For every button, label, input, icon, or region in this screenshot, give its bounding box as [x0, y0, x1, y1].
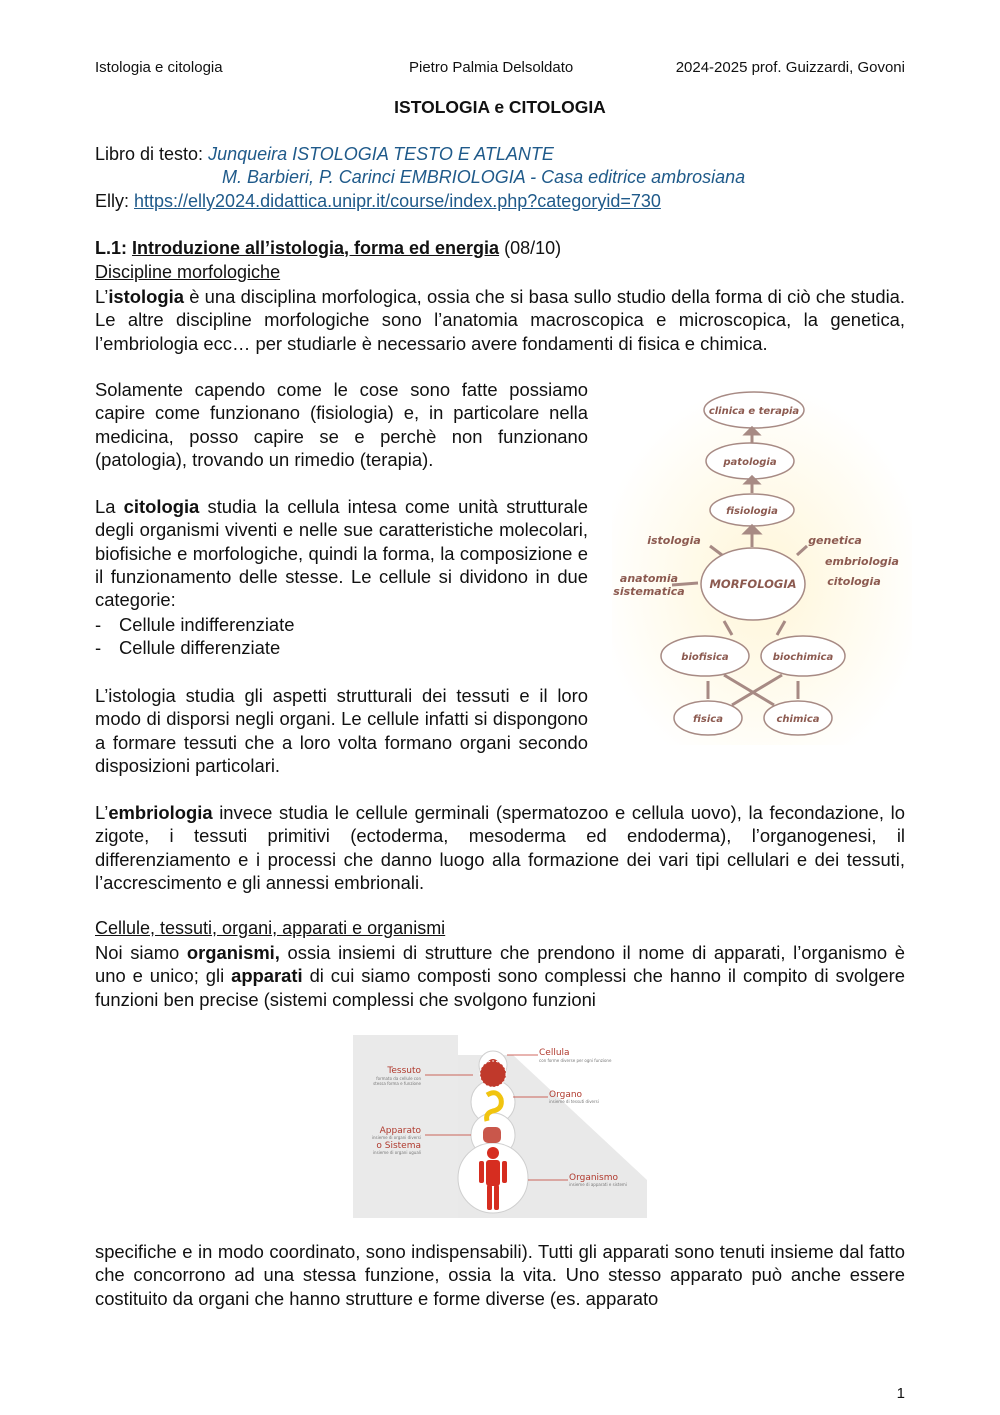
label-tessuto-sub1: formato da cellule con [376, 1076, 421, 1081]
bullet-dash: - [95, 614, 102, 635]
p6-rest: di cui siamo composti sono complessi che hanno il compito di svolgere funzioni ben precise (sistemi complessi che svolgono funzioni [95, 965, 906, 1010]
label-organismo-sub: insieme di apparati e sistemi [569, 1182, 627, 1187]
label-morfologia: MORFOLOGIA [709, 577, 797, 591]
elly-label: Elly: [95, 191, 135, 211]
label-embriologia: embriologia [825, 555, 899, 568]
label-istologia: istologia [647, 534, 701, 547]
page-number: 1 [896, 1385, 905, 1402]
label-sistematica: sistematica [613, 585, 685, 598]
bullet-dash: - [95, 637, 102, 658]
label-organismo: Organismo [569, 1173, 619, 1183]
label-organo: Organo [549, 1090, 583, 1100]
label-apparato: Apparato [379, 1126, 421, 1136]
p6-bold2: apparati [231, 965, 303, 987]
label-genetica: genetica [808, 534, 862, 547]
organization-levels-figure [353, 1035, 647, 1218]
p5-rest: invece studia le cellule germinali (spermatozoo e cellula uovo), la fecondazione, lo zigote, i tessuti primitivi (ectoderma, mesoderma ed endoderma), l’organogenesi, il differenziamento e i processi che danno luogo alla formazione dei vari tipi cellulari e dei tessuti, l’accrescimento e gli annessi embrionali. [95, 802, 905, 893]
textbook-label: Libro di testo: [95, 144, 209, 164]
morphology-diagram [612, 385, 912, 745]
lesson-title: Introduzione all’istologia, forma ed energia [132, 238, 500, 258]
section-heading-2: Cellule, tessuti, organi, apparati e organismi [95, 918, 446, 938]
textbook-2: M. Barbieri, P. Carinci EMBRIOLOGIA - Casa editrice ambrosiana [222, 167, 746, 187]
label-tessuto: Tessuto [387, 1066, 421, 1076]
paragraph-citologia [95, 495, 588, 611]
header-center: Pietro Palmia Delsoldato [409, 59, 574, 76]
p6-mid: ossia insiemi di strutture che prendono il nome di apparati, l’organismo è uno e unico; gli [95, 942, 905, 987]
apparatus-icon [483, 1127, 501, 1143]
lesson-heading [95, 238, 561, 259]
p5-bold: embriologia [108, 802, 213, 823]
paragraph-embriologia [95, 801, 905, 894]
paragraph-organismi [95, 941, 905, 1011]
paragraph-istologia [95, 285, 905, 355]
label-anatomia: anatomia [619, 572, 679, 585]
p6-pre: Noi siamo [95, 942, 187, 963]
p3-rest: studia la cellula intesa come unità strutturale degli organismi viventi e nelle sue caratteristiche molecolari, biofisiche e morfologiche, quindi la forma, la composizione e il funzionamento delle stesse. Le cellule si dividono in due categorie: [95, 496, 588, 611]
list-item [95, 614, 295, 636]
label-cellula-sub: con forme diverse per ogni funzione [539, 1058, 612, 1063]
label-fisica: fisica [693, 714, 723, 725]
document-title: ISTOLOGIA e CITOLOGIA [394, 97, 606, 117]
p3-pre: La [95, 496, 124, 517]
tissue-icon [480, 1061, 506, 1087]
p6-bold1: organismi, [186, 942, 280, 963]
textbook-2-line [222, 167, 745, 188]
list-item [95, 637, 280, 659]
label-citologia: citologia [827, 575, 881, 588]
p3-bold: citologia [123, 496, 200, 517]
elly-link[interactable]: https://elly2024.didattica.unipr.it/course/index.php?categoryid=730 [134, 191, 661, 211]
textbook-line [95, 144, 554, 165]
label-cellula: Cellula [539, 1048, 570, 1058]
bullet-1: Cellule indifferenziate [119, 614, 295, 635]
label-patologia: patologia [723, 457, 777, 468]
header-right: 2024-2025 prof. Guizzardi, Govoni [675, 59, 905, 76]
label-tessuto-sub2: stessa forma e funzione [373, 1081, 421, 1086]
label-sistema-sub: insieme di organi uguali [372, 1150, 421, 1155]
p5-pre: L’ [95, 802, 109, 823]
label-fisiologia: fisiologia [726, 506, 778, 517]
p1-bold: istologia [108, 286, 184, 307]
label-biochimica: biochimica [772, 652, 834, 663]
paragraph-tessuti: L’istologia studia gli aspetti strutturali dei tessuti e il loro modo di disporsi negli organi. Le cellule infatti si dispongono a formare tessuti che a loro volta formano organi secondo disposizioni particolari. [95, 685, 588, 776]
p1-rest: è una disciplina morfologica, ossia che si basa sullo studio della forma di ciò che studia. Le altre discipline morfologiche sono l’anatomia macroscopica e microscopica, la genetica, l’embriologia ecc… per studiarle è necessario avere fondamenti di fisica e chimica. [95, 286, 905, 354]
paragraph-apparati: specifiche e in modo coordinato, sono indispensabili). Tutti gli apparati sono tenuti insieme dal fatto che concorrono ad una stessa funzione, ossia la vita. Uno stesso apparato può anche essere costituito da organi che hanno strutture e forme diverse (es. apparato [95, 1241, 905, 1309]
p1-pre: L’ [95, 286, 109, 307]
label-clinica: clinica e terapia [708, 406, 800, 417]
header-left: Istologia e citologia [95, 59, 223, 76]
label-sistema: o Sistema [376, 1141, 421, 1151]
bullet-2: Cellule differenziate [119, 637, 281, 658]
label-biofisica: biofisica [681, 652, 729, 663]
label-apparato-sub: insieme di organi diversi [371, 1135, 421, 1140]
paragraph-fisiologia: Solamente capendo come le cose sono fatte possiamo capire come funzionano (fisiologia) e, in particolare nella medicina, posso capire se e perchè non funzionano (patologia), trovando un rimedio (terapia). [95, 379, 588, 470]
textbook-1: Junqueira ISTOLOGIA TESTO E ATLANTE [208, 144, 554, 164]
section-heading-1: Discipline morfologiche [95, 262, 281, 282]
label-organo-sub: insieme di tessuti diversi [549, 1099, 599, 1104]
elly-line [95, 191, 661, 212]
lesson-date: (08/10) [499, 238, 562, 258]
label-chimica: chimica [776, 714, 820, 725]
lesson-number: L.1: [95, 238, 133, 258]
